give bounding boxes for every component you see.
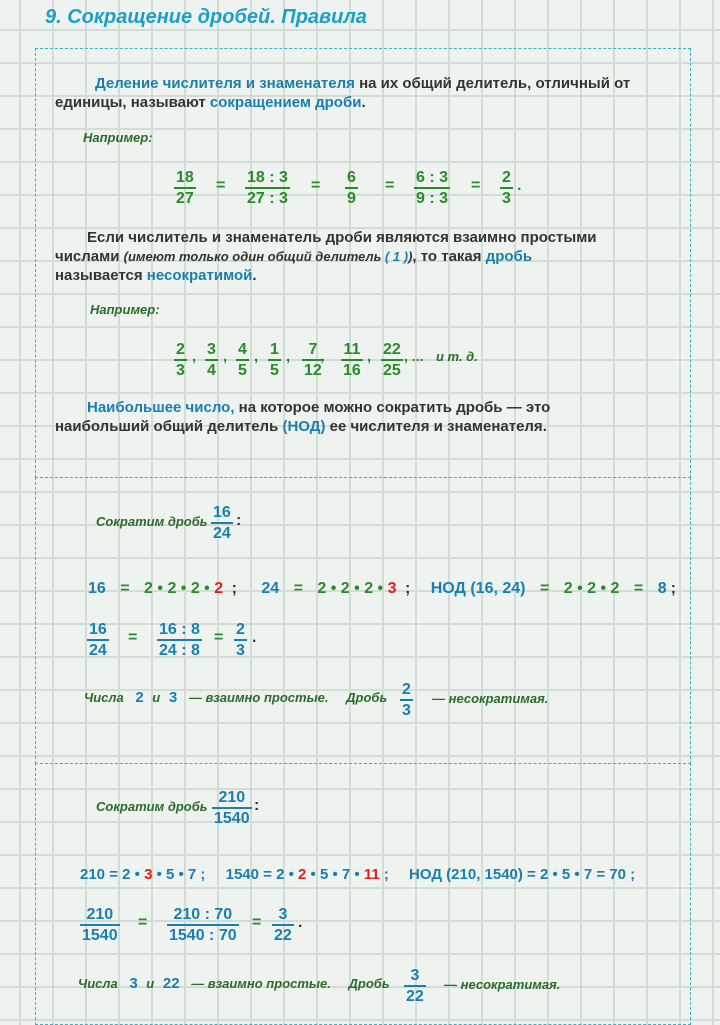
fraction-denominator: 9 : 3: [414, 187, 450, 208]
semicolon: ;: [670, 580, 676, 597]
irreducible-fraction: [174, 340, 187, 380]
gcd-label: НОД (16, 24): [430, 580, 526, 597]
irreducible-keyword: несократимой: [146, 267, 253, 284]
conclusion-text: и: [152, 690, 161, 705]
coprime-note: (имеют только один общий делитель: [123, 249, 385, 264]
etc-label: и т. д.: [436, 349, 478, 364]
number: 16: [88, 580, 106, 597]
factor-highlight: 3: [144, 866, 153, 883]
factorization-line-1: [88, 580, 676, 598]
conclusion-text: Дробь: [348, 976, 390, 991]
equals-sign: =: [128, 629, 138, 646]
reduce-label-1: Сократим дробь: [96, 514, 208, 529]
conclusion-text: и: [146, 976, 155, 991]
fraction-18-27: [174, 168, 196, 208]
coprime-keyword: дробь: [485, 248, 533, 265]
gcd-label: НОД (210, 1540) = 2 • 5 • 7 = 70 ;: [409, 866, 636, 883]
coprime-note-one: ( 1 ): [384, 249, 409, 264]
equals-sign: =: [138, 914, 148, 931]
fraction-numerator: 210 : 70: [173, 906, 233, 923]
fraction-3-22: [272, 905, 294, 945]
fraction-numerator: 3: [278, 906, 288, 923]
fraction-numerator: 6: [347, 169, 356, 186]
definition-text-part: на их общий делитель, отличный от: [354, 75, 631, 92]
semicolon: ;: [404, 580, 411, 597]
fraction-denominator: 24: [211, 522, 233, 543]
period: .: [252, 629, 257, 646]
period: .: [517, 177, 522, 194]
fraction-denominator: 24: [87, 639, 109, 660]
conclusion-text: — несократимая.: [444, 977, 561, 992]
fraction-numerator: 2: [402, 681, 411, 698]
fraction-denominator: 3: [400, 699, 413, 720]
fraction-numerator: 3: [410, 967, 420, 984]
fraction-denominator: 5: [236, 359, 249, 380]
example-label-1: Например:: [83, 130, 153, 145]
fraction-denominator: 3: [174, 359, 187, 380]
fraction-denominator: 22: [404, 985, 426, 1006]
comma: ,: [367, 348, 372, 365]
factors: 210 = 2 •: [80, 866, 145, 883]
fraction-6div3-9div3: [414, 168, 450, 208]
comma: ,: [286, 348, 291, 365]
fraction-2-3: [234, 620, 247, 660]
fraction-denominator: 5: [268, 359, 281, 380]
fraction-numerator: 4: [238, 341, 247, 358]
fraction-numerator: 2: [236, 621, 245, 638]
number: 3: [129, 975, 138, 992]
factors: • 5 • 7 ;: [152, 866, 206, 883]
fraction-210-1540: [212, 788, 252, 828]
colon: :: [254, 797, 260, 814]
factor-highlight: 3: [387, 580, 397, 597]
equals-sign: =: [311, 177, 321, 194]
fraction-numerator: 7: [308, 341, 318, 358]
comma: ,: [192, 348, 197, 365]
definition-text-part: единицы, называют: [55, 94, 210, 111]
fraction-denominator: 1540: [212, 807, 252, 828]
gcd-abbr: (НОД): [282, 418, 326, 435]
number: 24: [261, 580, 280, 597]
conclusion-text: Числа: [78, 976, 118, 991]
gcd-result: 8: [657, 580, 667, 597]
factorization-line-2: [80, 866, 635, 883]
conclusion-2: [78, 975, 390, 992]
fraction-denominator: 22: [272, 924, 294, 945]
irreducible-fraction: [381, 340, 403, 380]
factors: • 5 • 7 •: [306, 866, 364, 883]
number: 22: [162, 975, 180, 992]
page-title: 9. Сокращение дробей. Правила: [45, 6, 367, 28]
equals-sign: =: [252, 914, 262, 931]
fraction-numerator: 2: [502, 169, 511, 186]
fraction-denominator: 27: [174, 187, 196, 208]
comma: ,: [320, 348, 325, 365]
equals-sign: =: [214, 629, 224, 646]
fraction-2-3: [400, 680, 413, 720]
fraction-16-24: [87, 620, 109, 660]
gcd-text: [55, 398, 675, 436]
fraction-denominator: 1540 : 70: [167, 924, 239, 945]
equals-sign: =: [293, 580, 303, 597]
fraction-denominator: 16: [341, 359, 363, 380]
conclusion-text: Числа: [84, 690, 124, 705]
fraction-16div8-24div8: [157, 620, 202, 660]
irreducible-fraction: [205, 340, 218, 380]
equals-sign: =: [385, 177, 395, 194]
fraction-numerator: 11: [343, 341, 361, 358]
definition-keyword: сокращением дроби: [209, 94, 362, 111]
semicolon: ;: [379, 866, 389, 883]
fraction-16-24: [211, 503, 233, 543]
gcd-text-part: ее числителя и знаменателя.: [325, 418, 547, 435]
fraction-numerator: 22: [383, 341, 401, 358]
irreducible-fraction: [236, 340, 249, 380]
fraction-numerator: 16: [89, 621, 107, 638]
number: 3: [168, 689, 178, 706]
fraction-3-22: [404, 966, 426, 1006]
fraction-2-3: [500, 168, 513, 208]
example-label-2: Например:: [90, 302, 160, 317]
gcd-term: Наибольшее число,: [87, 399, 235, 416]
fraction-numerator: 2: [176, 341, 185, 358]
fraction-210div70-1540div70: [167, 905, 239, 945]
factors: 2 • 2 • 2: [563, 580, 620, 597]
fraction-numerator: 16: [213, 504, 231, 521]
fraction-denominator: 3: [500, 187, 513, 208]
coprime-text-part: Если числитель и знаменатель дроби являются взаимно простыми: [87, 229, 597, 246]
colon: :: [236, 512, 242, 529]
fraction-denominator: 4: [205, 359, 218, 380]
conclusion-text: — взаимно простые.: [188, 690, 329, 705]
coprime-text-part: называется: [55, 267, 147, 284]
conclusion-text: Дробь: [346, 690, 388, 705]
conclusion-1: [84, 689, 387, 706]
definition-period: .: [361, 94, 366, 111]
fraction-6-9: [345, 168, 358, 208]
gcd-text-part: наибольший общий делитель: [55, 418, 283, 435]
fraction-numerator: 210: [218, 789, 246, 806]
fraction-denominator: 3: [234, 639, 247, 660]
gcd-text-part: на которое можно сократить дробь — это: [234, 399, 551, 416]
fraction-numerator: 210: [86, 906, 114, 923]
reduce-label-2: Сократим дробь: [96, 799, 208, 814]
fraction-numerator: 3: [207, 341, 216, 358]
definition-text: [55, 74, 665, 112]
factors: 2 • 2 • 2 •: [317, 580, 388, 597]
fraction-denominator: 25: [381, 359, 403, 380]
fraction-210-1540: [80, 905, 120, 945]
factor-highlight: 2: [298, 866, 307, 883]
comma: ,: [254, 348, 259, 365]
factors: 2 • 2 • 2 •: [144, 580, 215, 597]
coprime-note-close: ): [408, 249, 413, 264]
factor-highlight: 2: [214, 580, 224, 597]
definition-term: Деление числителя и знаменателя: [95, 75, 355, 92]
fraction-numerator: 18: [176, 169, 194, 186]
factor-highlight: 11: [363, 866, 380, 883]
comma: ,: [223, 348, 228, 365]
coprime-text: [55, 228, 675, 285]
period: .: [298, 914, 303, 931]
fraction-numerator: 18 : 3: [247, 169, 288, 186]
fraction-numerator: 6 : 3: [416, 169, 449, 186]
coprime-text-part: числами: [55, 248, 124, 265]
coprime-period: .: [252, 267, 257, 284]
fraction-denominator: 24 : 8: [157, 639, 202, 660]
conclusion-text: — несократимая.: [432, 691, 549, 706]
fraction-denominator: 12: [302, 359, 324, 380]
equals-sign: =: [120, 580, 130, 597]
ellipsis: , ...: [404, 348, 424, 364]
fraction-18div3-27div3: [245, 168, 290, 208]
equals-sign: =: [633, 580, 644, 597]
equals-sign: =: [539, 580, 550, 597]
irreducible-fraction: [268, 340, 281, 380]
equals-sign: =: [471, 177, 481, 194]
fraction-denominator: 9: [345, 187, 358, 208]
conclusion-text: — взаимно простые.: [191, 976, 331, 991]
fraction-numerator: 1: [270, 341, 279, 358]
semicolon: ;: [231, 580, 237, 597]
factors: 1540 = 2 •: [225, 866, 299, 883]
fraction-denominator: 1540: [80, 924, 120, 945]
coprime-text-part: , то такая: [412, 248, 486, 265]
fraction-numerator: 16 : 8: [159, 621, 200, 638]
fraction-denominator: 27 : 3: [245, 187, 290, 208]
equals-sign: =: [216, 177, 226, 194]
number: 2: [135, 689, 144, 706]
irreducible-fraction: [341, 340, 363, 380]
